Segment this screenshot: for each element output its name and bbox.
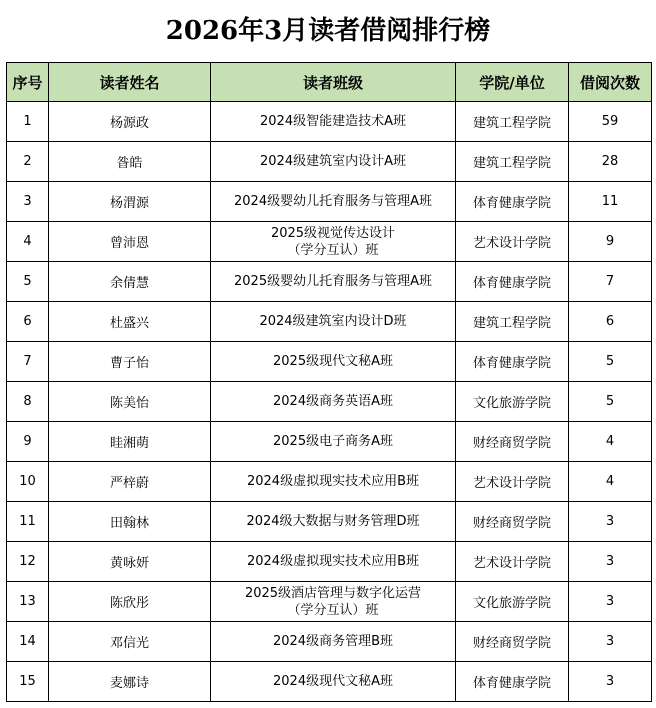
class-cell: 2024级商务英语A班 xyxy=(211,382,456,422)
count-cell: 5 xyxy=(569,382,652,422)
college-cell: 文化旅游学院 xyxy=(456,382,569,422)
count-cell: 59 xyxy=(569,102,652,142)
name-cell: 曹子怡 xyxy=(49,342,211,382)
name-cell: 麦娜诗 xyxy=(49,662,211,702)
table-row xyxy=(7,622,652,662)
table-row xyxy=(7,102,652,142)
college-cell: 财经商贸学院 xyxy=(456,502,569,542)
name-cell: 杨源政 xyxy=(49,102,211,142)
rank-cell: 9 xyxy=(7,422,49,462)
class-cell: 2025级视觉传达设计 （学分互认）班 xyxy=(211,222,456,262)
name-cell: 眭湘萌 xyxy=(49,422,211,462)
count-cell: 5 xyxy=(569,342,652,382)
class-cell: 2025级婴幼儿托育服务与管理A班 xyxy=(211,262,456,302)
header-college: 学院/单位 xyxy=(456,63,569,102)
college-cell: 建筑工程学院 xyxy=(456,302,569,342)
name-cell: 余倩慧 xyxy=(49,262,211,302)
rank-cell: 10 xyxy=(7,462,49,502)
college-cell: 体育健康学院 xyxy=(456,662,569,702)
name-cell: 田翰林 xyxy=(49,502,211,542)
table-row xyxy=(7,262,652,302)
college-cell: 财经商贸学院 xyxy=(456,622,569,662)
count-cell: 11 xyxy=(569,182,652,222)
table-row xyxy=(7,582,652,622)
count-cell: 3 xyxy=(569,502,652,542)
rank-cell: 13 xyxy=(7,582,49,622)
table-row xyxy=(7,342,652,382)
college-cell: 建筑工程学院 xyxy=(456,142,569,182)
table-row xyxy=(7,462,652,502)
name-cell: 昝皓 xyxy=(49,142,211,182)
rank-cell: 14 xyxy=(7,622,49,662)
count-cell: 28 xyxy=(569,142,652,182)
college-cell: 体育健康学院 xyxy=(456,262,569,302)
rank-cell: 8 xyxy=(7,382,49,422)
rank-cell: 12 xyxy=(7,542,49,582)
class-cell: 2024级婴幼儿托育服务与管理A班 xyxy=(211,182,456,222)
name-cell: 曾沛恩 xyxy=(49,222,211,262)
table-row xyxy=(7,222,652,262)
name-cell: 邓信光 xyxy=(49,622,211,662)
college-cell: 艺术设计学院 xyxy=(456,542,569,582)
table-row xyxy=(7,182,652,222)
count-cell: 3 xyxy=(569,622,652,662)
name-cell: 严梓蔚 xyxy=(49,462,211,502)
table-row xyxy=(7,662,652,702)
count-cell: 3 xyxy=(569,662,652,702)
class-cell: 2024级大数据与财务管理D班 xyxy=(211,502,456,542)
header-name: 读者姓名 xyxy=(49,63,211,102)
count-cell: 4 xyxy=(569,462,652,502)
rank-cell: 4 xyxy=(7,222,49,262)
rank-cell: 11 xyxy=(7,502,49,542)
table-row xyxy=(7,382,652,422)
count-cell: 6 xyxy=(569,302,652,342)
table-row xyxy=(7,142,652,182)
header-count: 借阅次数 xyxy=(569,63,652,102)
table-row xyxy=(7,542,652,582)
count-cell: 3 xyxy=(569,542,652,582)
count-cell: 9 xyxy=(569,222,652,262)
class-cell: 2025级现代文秘A班 xyxy=(211,342,456,382)
rank-cell: 7 xyxy=(7,342,49,382)
college-cell: 文化旅游学院 xyxy=(456,582,569,622)
class-cell: 2024级商务管理B班 xyxy=(211,622,456,662)
college-cell: 财经商贸学院 xyxy=(456,422,569,462)
name-cell: 陈美怡 xyxy=(49,382,211,422)
class-cell: 2024级建筑室内设计A班 xyxy=(211,142,456,182)
table-row xyxy=(7,302,652,342)
rank-cell: 1 xyxy=(7,102,49,142)
class-cell: 2025级酒店管理与数字化运营 （学分互认）班 xyxy=(211,582,456,622)
class-cell: 2024级虚拟现实技术应用B班 xyxy=(211,462,456,502)
college-cell: 艺术设计学院 xyxy=(456,222,569,262)
class-cell: 2024级智能建造技术A班 xyxy=(211,102,456,142)
college-cell: 艺术设计学院 xyxy=(456,462,569,502)
rank-cell: 6 xyxy=(7,302,49,342)
name-cell: 杨渭源 xyxy=(49,182,211,222)
college-cell: 体育健康学院 xyxy=(456,182,569,222)
table-row xyxy=(7,502,652,542)
count-cell: 3 xyxy=(569,582,652,622)
class-cell: 2024级现代文秘A班 xyxy=(211,662,456,702)
name-cell: 陈欣彤 xyxy=(49,582,211,622)
name-cell: 黄咏妍 xyxy=(49,542,211,582)
class-cell: 2024级虚拟现实技术应用B班 xyxy=(211,542,456,582)
header-rank: 序号 xyxy=(7,63,49,102)
college-cell: 体育健康学院 xyxy=(456,342,569,382)
rank-cell: 15 xyxy=(7,662,49,702)
class-cell: 2025级电子商务A班 xyxy=(211,422,456,462)
page-title: 2026年3月读者借阅排行榜 xyxy=(165,16,491,46)
rank-cell: 5 xyxy=(7,262,49,302)
college-cell: 建筑工程学院 xyxy=(456,102,569,142)
class-cell: 2024级建筑室内设计D班 xyxy=(211,302,456,342)
count-cell: 4 xyxy=(569,422,652,462)
ranking-table xyxy=(6,62,652,702)
table-body xyxy=(7,102,652,702)
table-header-row xyxy=(7,63,652,102)
header-class: 读者班级 xyxy=(211,63,456,102)
rank-cell: 2 xyxy=(7,142,49,182)
count-cell: 7 xyxy=(569,262,652,302)
rank-cell: 3 xyxy=(7,182,49,222)
table-row xyxy=(7,422,652,462)
name-cell: 杜盛兴 xyxy=(49,302,211,342)
